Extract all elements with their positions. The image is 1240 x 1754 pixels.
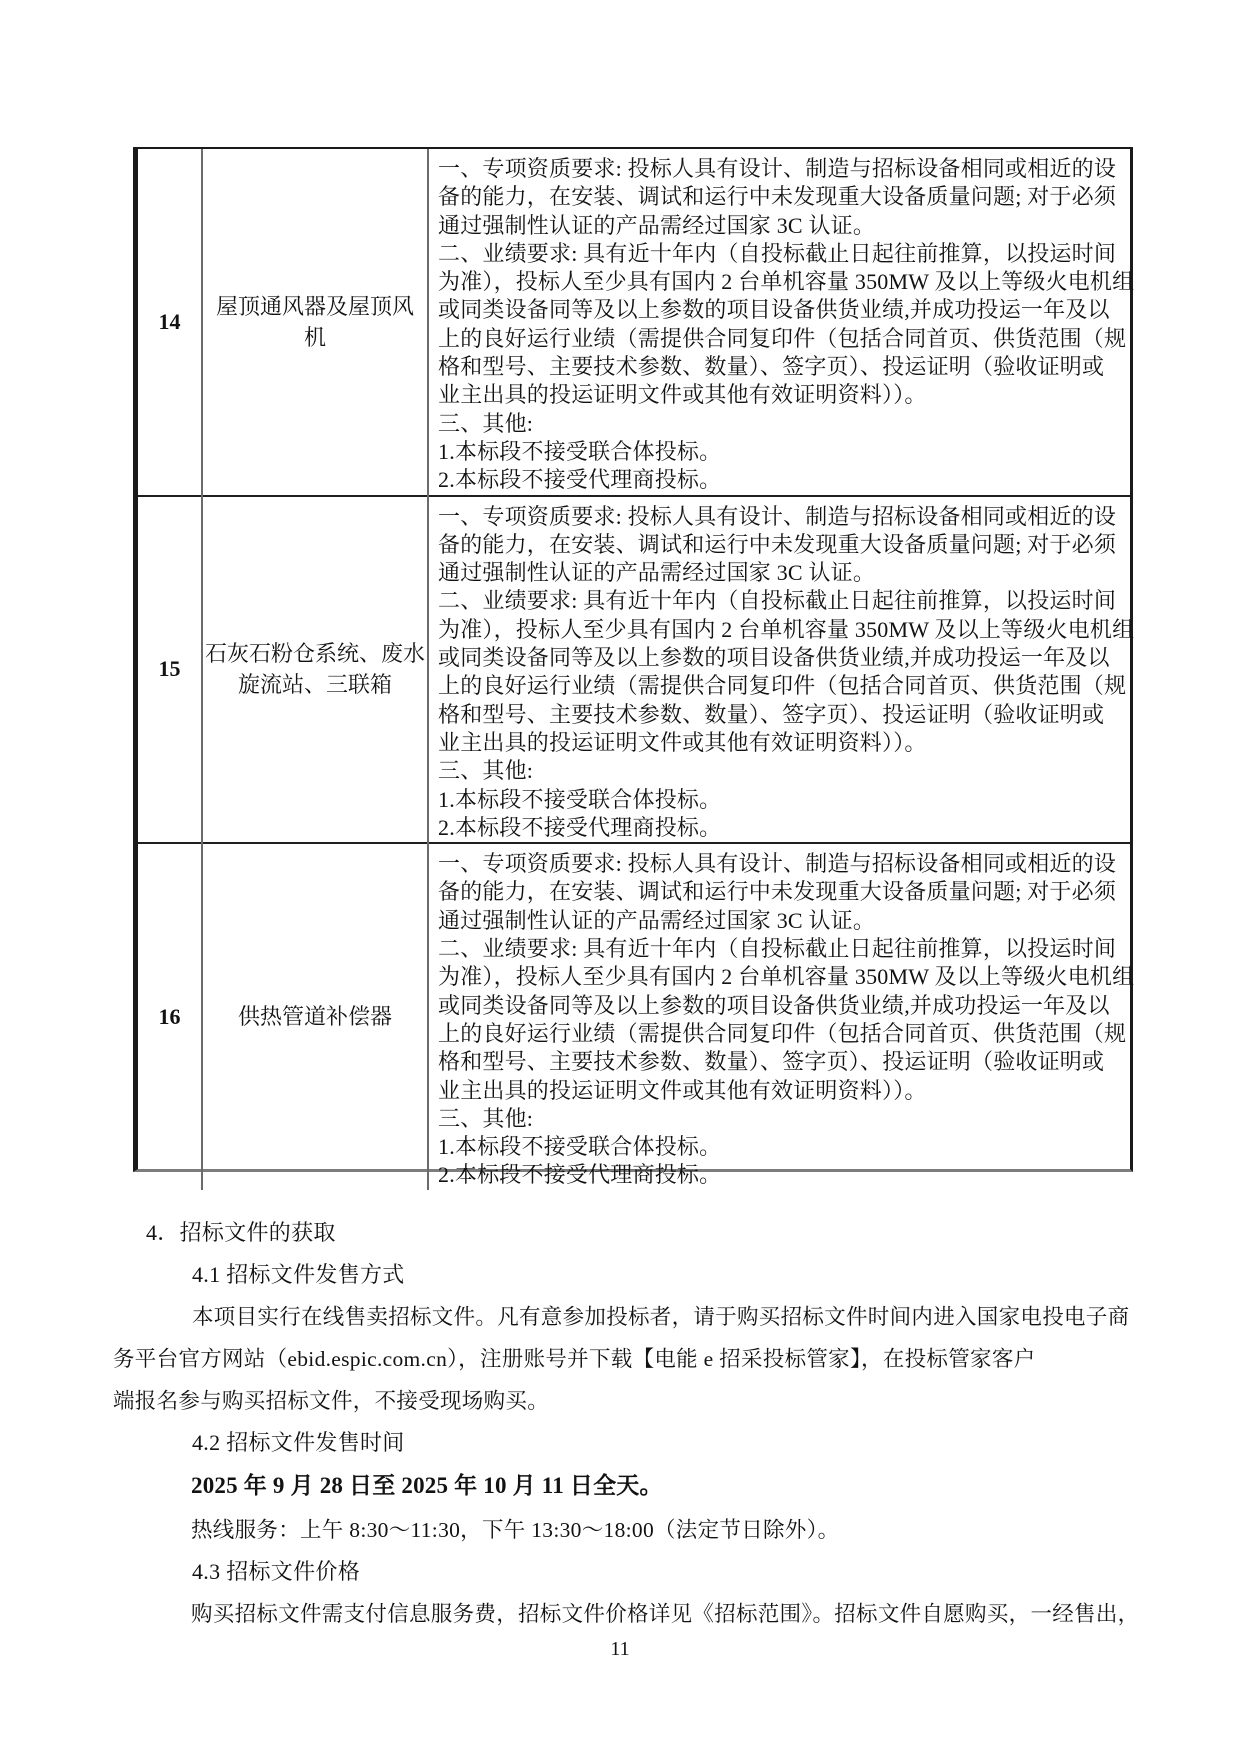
sale-method-paragraph-line: 本项目实行在线售卖招标文件。凡有意参加投标者，请于购买招标文件时间内进入国家电投电子商 <box>192 1305 1130 1329</box>
requirement-line: 上的良好运行业绩（需提供合同复印件（包括合同首页、供货范围（规 <box>438 673 1127 699</box>
requirement-line: 上的良好运行业绩（需提供合同复印件（包括合同首页、供货范围（规 <box>438 1020 1127 1046</box>
requirement-line: 通过强制性认证的产品需经过国家 3C 认证。 <box>438 560 876 586</box>
item-name <box>202 496 428 844</box>
requirement-line: 为准），投标人至少具有国内 2 台单机容量 350MW 及以上等级火电机组 <box>438 269 1135 295</box>
section-4-2-heading: 4.2 招标文件发售时间 <box>192 1430 405 1455</box>
requirement-line: 1.本标段不接受联合体投标。 <box>438 438 722 464</box>
table-row-15 <box>138 496 1130 844</box>
requirement-line: 二、业绩要求: 具有近十年内（自投标截止日起往前推算，以投运时间 <box>438 240 1117 266</box>
requirement-line: 格和型号、主要技术参数、数量）、签字页）、投运证明（验收证明或 <box>438 701 1105 727</box>
requirement-line: 业主出具的投运证明文件或其他有效证明资料））。 <box>438 1077 927 1103</box>
requirement-line: 格和型号、主要技术参数、数量）、签字页）、投运证明（验收证明或 <box>438 354 1105 380</box>
item-name-line: 供热管道补偿器 <box>237 1004 392 1030</box>
requirement-line: 备的能力，在安装、调试和运行中未发现重大设备质量问题; 对于必须 <box>438 879 1117 905</box>
requirement-line: 或同类设备同等及以上参数的项目设备供货业绩,并成功投运一年及以 <box>438 992 1110 1018</box>
requirement-line: 业主出具的投运证明文件或其他有效证明资料））。 <box>438 382 927 408</box>
item-name-line: 屋顶通风器及屋顶风 <box>215 293 414 319</box>
requirement-line: 2.本标段不接受代理商投标。 <box>438 467 722 493</box>
hotline-text: 热线服务：上午 8:30～11:30，下午 13:30～18:00（法定节日除外）。 <box>191 1518 840 1542</box>
requirement-line: 一、专项资质要求: 投标人具有设计、制造与招标设备相同或相近的设 <box>438 503 1117 529</box>
requirement-line: 一、专项资质要求: 投标人具有设计、制造与招标设备相同或相近的设 <box>438 851 1117 877</box>
item-name-line: 石灰石粉仓系统、废水 <box>204 641 425 667</box>
sale-method-paragraph-line: 端报名参与购买招标文件，不接受现场购买。 <box>113 1389 550 1413</box>
requirements-cell <box>428 149 1135 496</box>
requirement-line: 或同类设备同等及以上参数的项目设备供货业绩,并成功投运一年及以 <box>438 645 1110 671</box>
requirement-line: 二、业绩要求: 具有近十年内（自投标截止日起往前推算，以投运时间 <box>438 936 1117 962</box>
item-name <box>202 843 428 1190</box>
requirements-cell <box>428 496 1135 844</box>
requirement-line: 业主出具的投运证明文件或其他有效证明资料））。 <box>438 729 927 755</box>
item-name-line: 旋流站、三联箱 <box>237 672 392 698</box>
sale-period-date: 2025 年 9 月 28 日至 2025 年 10 月 11 日全天。 <box>191 1473 663 1498</box>
price-paragraph-line: 购买招标文件需支付信息服务费，招标文件价格详见《招标范围》。招标文件自愿购买，一经售出， <box>191 1602 1140 1626</box>
table-row-14 <box>138 149 1130 496</box>
requirement-line: 格和型号、主要技术参数、数量）、签字页）、投运证明（验收证明或 <box>438 1049 1105 1075</box>
requirement-line: 一、专项资质要求: 投标人具有设计、制造与招标设备相同或相近的设 <box>438 156 1117 181</box>
row-number: 14 <box>138 149 202 496</box>
requirement-line: 二、业绩要求: 具有近十年内（自投标截止日起往前推算，以投运时间 <box>438 588 1117 614</box>
section-4-1-heading: 4.1 招标文件发售方式 <box>192 1262 405 1287</box>
requirement-line: 通过强制性认证的产品需经过国家 3C 认证。 <box>438 212 876 238</box>
requirements-cell <box>428 843 1135 1190</box>
requirement-line: 为准），投标人至少具有国内 2 台单机容量 350MW 及以上等级火电机组 <box>438 964 1135 990</box>
requirement-line: 1.本标段不接受联合体投标。 <box>438 1134 722 1160</box>
requirement-line: 三、其他: <box>438 1105 534 1131</box>
item-name-line: 机 <box>303 324 326 350</box>
requirement-line: 三、其他: <box>438 758 534 784</box>
row-number: 15 <box>138 496 202 844</box>
row-number: 16 <box>138 843 202 1190</box>
requirement-line: 2.本标段不接受代理商投标。 <box>438 1162 722 1188</box>
sale-method-paragraph-line: 务平台官方网站（ebid.espic.com.cn），注册账号并下载【电能 e 招采投标管家】，在投标管家客户 <box>113 1347 1036 1371</box>
requirement-line: 1.本标段不接受联合体投标。 <box>438 786 722 812</box>
requirement-line: 或同类设备同等及以上参数的项目设备供货业绩,并成功投运一年及以 <box>438 297 1110 323</box>
requirement-line: 为准），投标人至少具有国内 2 台单机容量 350MW 及以上等级火电机组 <box>438 616 1135 642</box>
requirement-line: 通过强制性认证的产品需经过国家 3C 认证。 <box>438 907 876 933</box>
section-4-heading: 4．招标文件的获取 <box>146 1220 336 1245</box>
table-row-16 <box>138 843 1130 1190</box>
section-4-3-heading: 4.3 招标文件价格 <box>192 1559 361 1584</box>
requirement-line: 备的能力，在安装、调试和运行中未发现重大设备质量问题; 对于必须 <box>438 531 1117 557</box>
requirement-line: 三、其他: <box>438 410 534 436</box>
page-number: 11 <box>610 1638 630 1660</box>
requirement-line: 2.本标段不接受代理商投标。 <box>438 814 722 840</box>
requirement-line: 上的良好运行业绩（需提供合同复印件（包括合同首页、供货范围（规 <box>438 325 1127 351</box>
item-name <box>202 149 428 496</box>
requirement-line: 备的能力，在安装、调试和运行中未发现重大设备质量问题; 对于必须 <box>438 184 1117 210</box>
qualification-table <box>133 147 1135 1188</box>
